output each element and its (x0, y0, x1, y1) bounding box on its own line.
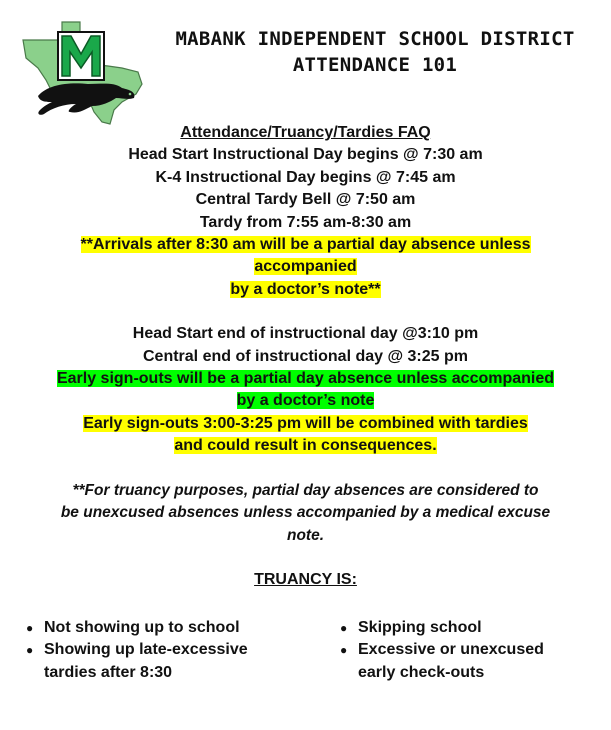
list-item-text: tardies after 8:30 (44, 663, 173, 681)
list-item (340, 617, 600, 639)
list-item-text: ● Skipping school (358, 619, 482, 636)
list-item (340, 639, 600, 684)
page-title (165, 26, 585, 78)
faq-section (0, 122, 611, 591)
start-time-line: K-4 Instructional Day begins @ 7:45 am (155, 168, 456, 186)
end-time-line: Central end of instructional day @ 3:25 pm (143, 347, 468, 365)
start-time-line: Head Start Instructional Day begins @ 7:30 am (128, 146, 483, 164)
faq-heading: Attendance/Truancy/Tardies FAQ (180, 124, 431, 141)
start-time-line: Tardy from 7:55 am-8:30 am (199, 213, 412, 231)
arrival-note-line: by a doctor’s note** (230, 280, 381, 298)
start-time-line: Central Tardy Bell @ 7:50 am (195, 191, 416, 209)
arrival-note-line: **Arrivals after 8:30 am will be a partial day absence unless (80, 236, 531, 254)
truancy-purposes-line: **For truancy purposes, partial day absences are considered to (72, 481, 539, 499)
combined-note-line: Early sign-outs 3:00-3:25 pm will be combined with tardies (83, 414, 528, 432)
texas-panther-logo-icon (18, 18, 158, 128)
district-logo (18, 18, 158, 128)
list-item-text: ● Showing up late-excessive (44, 641, 248, 659)
title-line-2: ATTENDANCE 101 (292, 54, 458, 76)
arrival-note-line: accompanied (254, 258, 357, 276)
list-item-text: ● Not showing up to school (44, 619, 240, 636)
list-item (26, 639, 316, 684)
truancy-list-right (340, 617, 600, 684)
list-item (26, 617, 316, 639)
list-item-text: ● Excessive or unexcused (358, 641, 544, 659)
list-item-text: early check-outs (358, 663, 485, 681)
combined-note-line: and could result in consequences. (174, 437, 437, 455)
truancy-purposes-line: be unexcused absences unless accompanied by a medical excuse (60, 504, 551, 522)
truancy-list-left (26, 617, 316, 684)
truancy-heading: TRUANCY IS: (254, 570, 357, 588)
truancy-purposes-line: note. (286, 526, 325, 544)
early-signout-line: Early sign-outs will be a partial day absence unless accompanied (56, 370, 555, 388)
end-time-line: Head Start end of instructional day @3:10 pm (132, 325, 479, 343)
title-line-1: MABANK INDEPENDENT SCHOOL DISTRICT (175, 28, 575, 50)
early-signout-line: by a doctor’s note (236, 392, 375, 410)
